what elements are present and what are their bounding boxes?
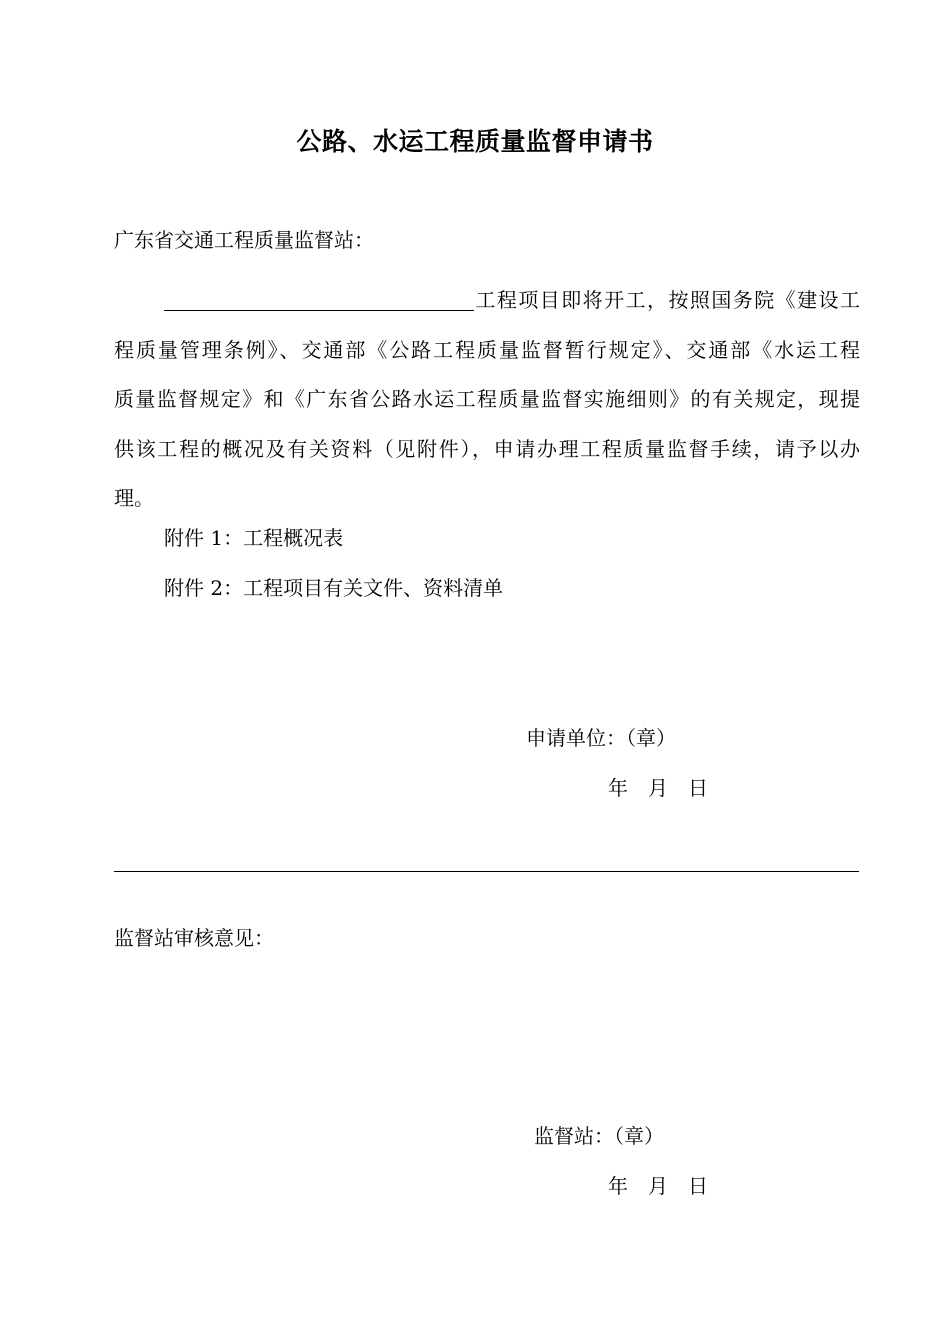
- station-date: [608, 1172, 708, 1200]
- body-line-text: 工程项目即将开工，按照国务院《建设工: [474, 288, 860, 312]
- section-divider: [114, 871, 859, 872]
- body-line: [114, 276, 860, 326]
- attachment-1: 附件 1：工程概况表: [164, 526, 344, 550]
- date-month: 月: [648, 1174, 668, 1198]
- date-day: 日: [688, 776, 708, 800]
- document-title: 公路、水运工程质量监督申请书: [296, 127, 654, 156]
- applicant-date: [608, 774, 708, 802]
- body-line: 程质量管理条例》、交通部《公路工程质量监督暂行规定》、交通部《水运工程: [114, 337, 860, 362]
- body-line: 质量监督规定》和《广东省公路水运工程质量监督实施细则》的有关规定，现提: [114, 387, 860, 411]
- body-line: 供该工程的概况及有关资料（见附件），申请办理工程质量监督手续，请予以办: [114, 436, 860, 461]
- date-month: 月: [648, 776, 668, 800]
- review-opinion-label: 监督站审核意见：: [114, 926, 274, 950]
- station-seal-label: 监督站：（章）: [534, 1124, 664, 1148]
- date-year: 年: [608, 776, 628, 800]
- attachment-2: 附件 2：工程项目有关文件、资料清单: [164, 576, 504, 600]
- body-line: 理。: [114, 486, 154, 510]
- project-name-blank[interactable]: [164, 288, 474, 311]
- date-day: 日: [688, 1174, 708, 1198]
- body-paragraph: [114, 276, 860, 524]
- salutation: 广东省交通工程质量监督站：: [114, 228, 374, 252]
- applicant-seal-label: 申请单位：（章）: [526, 726, 676, 750]
- date-year: 年: [608, 1174, 628, 1198]
